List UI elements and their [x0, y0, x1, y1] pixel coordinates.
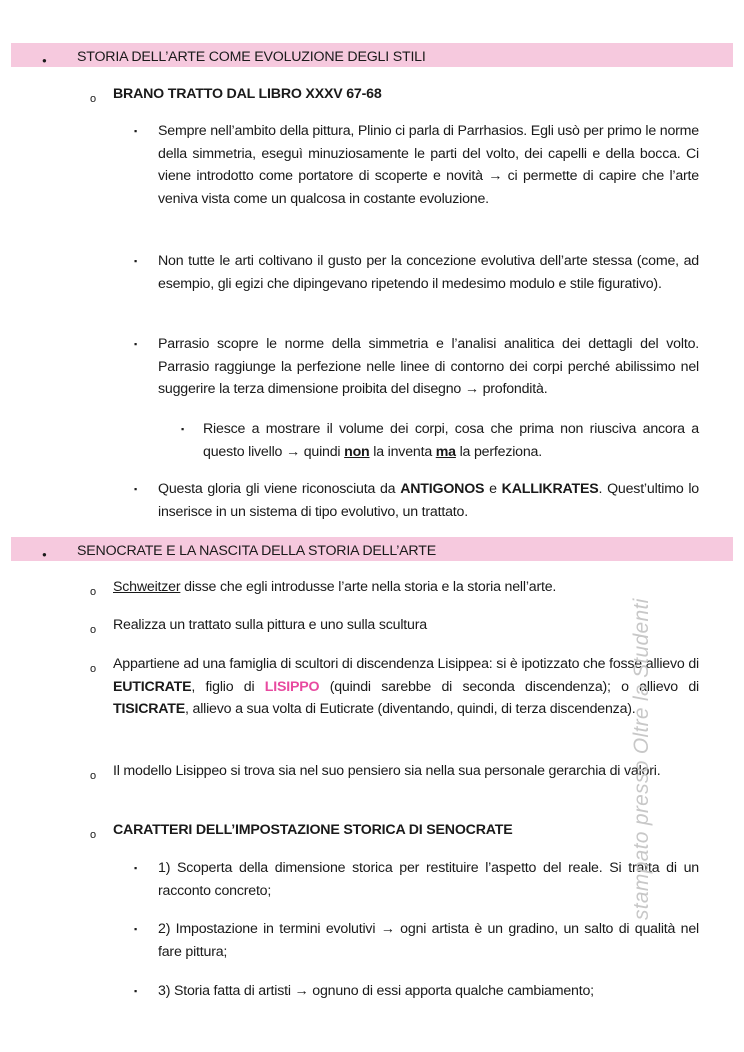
text-run: 3) Storia fatta di artisti [158, 983, 295, 999]
section-header-band [11, 43, 733, 67]
text-run: (quindi sarebbe di seconda discendenza); o allievo di [319, 678, 699, 695]
text-run: Quest’ultimo lo inserisce in un sistema di tipo [158, 481, 699, 520]
text-run: Egli usò per primo le norme della simmetria, eseguì minuziosamente le parti del volto, dei capelli e della bocca. Ci viene introdotto come portatore di scoperte e novità [158, 123, 699, 184]
text-run: Appartiene ad una famiglia di scultori di discendenza Lisippea: si è ipotizzato che fosse allievo di [113, 656, 699, 672]
bullet-square-icon: ▪ [134, 256, 138, 266]
bullet-disc-icon: ● [42, 56, 47, 65]
bullet-square-icon: ▪ [134, 339, 138, 349]
paragraph: Realizza un trattato sulla pittura e uno sulla scultura [113, 617, 427, 633]
text-run: Questa gloria gli viene riconosciuta da [158, 481, 401, 497]
arrow-icon: → [464, 381, 479, 397]
section-heading: STORIA DELL’ARTE COME EVOLUZIONE DEGLI STILI [77, 49, 426, 65]
bullet-disc-icon: ● [42, 550, 47, 559]
text-run: etto del reale. Si tratta di un racconto concreto; [158, 860, 699, 899]
text-run: profondità. [478, 381, 548, 397]
text-run: quindi [299, 443, 345, 460]
bullet-square-icon: ▪ [181, 424, 185, 434]
text-run: Riesce a mostrare il volume dei corpi, cosa che prima non riusciva ancora a questo livello [203, 421, 699, 460]
bullet-circle-icon: o [90, 586, 97, 598]
paragraph [158, 333, 699, 401]
text-run: (come, ad esempio, gli egizi che dipingevano ripetendo il medesimo modulo e stile figurativo). [158, 253, 699, 292]
sub-heading: BRANO TRATTO DAL LIBRO XXXV 67-68 [113, 86, 382, 102]
paragraph [158, 478, 699, 523]
text-run: disse che egli introdusse l’arte nella storia e la storia nell’arte. [180, 579, 557, 595]
section-heading: SENOCRATE E LA NASCITA DELLA STORIA DELL’ARTE [77, 543, 436, 559]
watermark: stampato presso Oltre la Studenti [630, 598, 653, 920]
arrow-icon: → [285, 443, 300, 460]
text-run: Non tutte le arti coltivano [158, 253, 318, 269]
arrow-icon: → [294, 983, 309, 999]
text-run: la inventa [369, 443, 436, 460]
name-schweitzer: Schweitzer [113, 579, 181, 595]
emphasis-ma: ma [435, 443, 456, 460]
text-run: 2) Impostazione in termini evolutivi [158, 921, 381, 937]
bullet-square-icon: ▪ [134, 484, 138, 494]
paragraph [113, 653, 699, 721]
name-tisicrate: TISICRATE [113, 701, 186, 717]
arrow-icon: → [488, 168, 503, 184]
text-run: ogni artista è un gradino, un salto di qualità nel fare pittura; [158, 921, 699, 960]
sub-heading: CARATTERI DELL’IMPOSTAZIONE STORICA DI SENOCRATE [113, 822, 513, 838]
text-run: evolutivo, un trattato. [337, 503, 468, 520]
bullet-circle-icon: o [90, 770, 97, 782]
text-run: 1) Scoperta [158, 860, 239, 876]
text-run: ci permette di capire [502, 168, 642, 184]
arrow-icon: → [380, 921, 395, 937]
text-run: evoluzione. [415, 190, 489, 207]
bullet-circle-icon: o [90, 663, 97, 675]
paragraph [158, 250, 699, 295]
bullet-square-icon: ▪ [134, 126, 138, 136]
emphasis-non: non [344, 443, 370, 460]
text-run: , figlio di [191, 678, 265, 695]
bullet-circle-icon: o [90, 829, 97, 841]
text-run: volto. Parrasio raggiunge la perfezione nelle linee di contorno dei corpi perché abilissimo nel suggerire la terza dimensione proibita del disegno [158, 336, 700, 397]
bullet-square-icon: ▪ [134, 863, 138, 873]
text-run: la perfeziona. [455, 443, 542, 460]
paragraph [158, 980, 699, 1003]
text-run: il gusto per la concezione evolutiva dell’arte stessa [317, 253, 633, 269]
text-run: della dimensione storica per restituire l’asp [239, 860, 514, 876]
text-run: . [598, 481, 608, 497]
text-run: e l’analisi analitica dei dettagli del [435, 336, 659, 352]
name-euticrate: EUTICRATE [113, 678, 192, 695]
name-kallikrates: KALLIKRATES [501, 481, 599, 497]
text-run: Sempre nell’ambito della pittura, Plinio ci parla di Parrhasios. [158, 123, 528, 139]
bullet-circle-icon: o [90, 93, 97, 105]
paragraph [113, 576, 699, 599]
text-run: ognuno di essi apporta qualche cambiamento; [308, 983, 594, 999]
bullet-square-icon: ▪ [134, 986, 138, 996]
bullet-square-icon: ▪ [134, 924, 138, 934]
text-run: Parrasio scopre le norme della simmetria [158, 336, 436, 352]
paragraph [158, 918, 699, 963]
text-run: , allievo a sua volta di Euticrate (diventando, quindi, di terza discendenza). [185, 701, 636, 717]
text-run: e [484, 481, 502, 497]
paragraph: Il modello Lisippeo si trova sia nel suo pensiero sia nella sua personale gerarchia di valori. [113, 763, 661, 779]
section-header-band [11, 537, 733, 561]
name-lisippo: LISIPPO [264, 678, 320, 695]
bullet-circle-icon: o [90, 624, 97, 636]
paragraph [203, 418, 699, 463]
name-antigonos: ANTIGONOS [400, 481, 485, 497]
paragraph [158, 857, 699, 902]
text-run: che l’arte veniva vista come un qualcosa in costante [158, 168, 699, 207]
paragraph [158, 120, 699, 210]
